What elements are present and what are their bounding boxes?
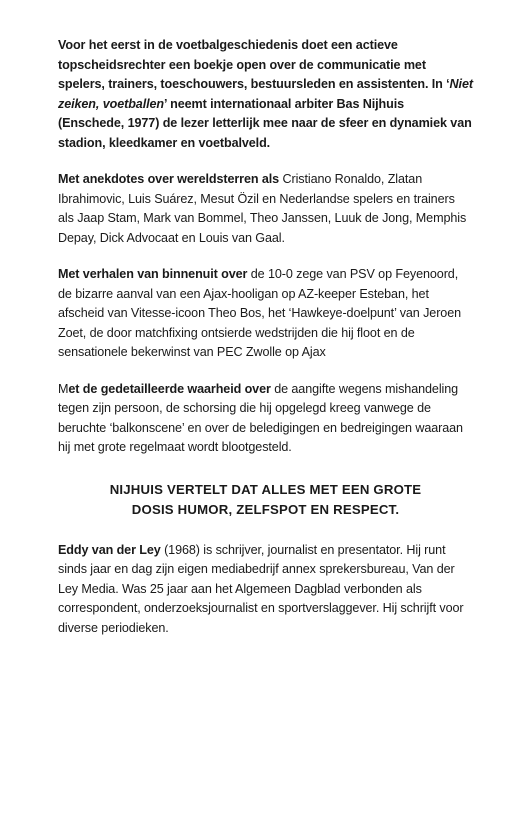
anecdotes-lead: Met anekdotes over wereldsterren als bbox=[58, 172, 280, 186]
truth-text: de aangifte wegens mishandeling tegen zijn persoon, de schorsing die hij opgelegd kreeg vanwege de beruchte ‘balkonscene’ en over de beledigingen en bedreigingen waaraan hij met grote regelmaat wordt blootgesteld. bbox=[58, 381, 463, 454]
book-title: Niet zeiken, voetballen bbox=[58, 77, 473, 111]
author-name: Eddy van der Ley bbox=[58, 542, 161, 557]
intro-text-end: ’ neemt internationaal arbiter Bas Nijhuis (Enschede, 1977) de lezer letterlijk mee naar de sfeer en dynamiek van stadion, kleedkamer en voetbalveld. bbox=[58, 96, 472, 150]
stories-lead: Met verhalen van binnenuit over bbox=[58, 267, 248, 281]
truth-lead: et de gedetailleerde waarheid over bbox=[68, 381, 271, 396]
author-bio-text: (1968) is schrijver, journalist en presentator. Hij runt sinds jaar en dag zijn eigen mediabedrijf annex sprekersbureau, Van der Ley Media. Was 25 jaar aan het Algemeen Dagblad verbonden als correspondent, onderzoeksjournalist en sportverslaggever. Hij schrijft voor diverse periodieken. bbox=[58, 542, 464, 635]
author-bio bbox=[58, 541, 473, 639]
slogan bbox=[58, 480, 473, 521]
anecdotes-text: Cristiano Ronaldo, Zlatan Ibrahimovic, Luis Suárez, Mesut Özil en Nederlandse spelers en trainers als Jaap Stam, Mark van Bommel, Theo Janssen, Luuk de Jong, Memphis Depay, Dick Advocaat en Louis van Gaal. bbox=[58, 172, 467, 245]
stories-paragraph bbox=[58, 265, 473, 363]
intro-text-start: Voor het eerst in de voetbalgeschiedenis doet een actieve topscheidsrechter een boekje open over de communicatie met spelers, trainers, toeschouwers, bestuursleden en assistenten. In ‘ bbox=[58, 38, 450, 91]
intro-paragraph bbox=[58, 36, 473, 153]
slogan-line-2: DOSIS HUMOR, ZELFSPOT EN RESPECT. bbox=[131, 502, 400, 517]
anecdotes-paragraph bbox=[58, 170, 473, 248]
slogan-line-1: NIJHUIS VERTELT DAT ALLES MET EEN GROTE bbox=[109, 481, 422, 497]
truth-paragraph bbox=[58, 380, 473, 458]
truth-prefix: M bbox=[58, 381, 69, 396]
stories-text: de 10-0 zege van PSV op Feyenoord, de bizarre aanval van een Ajax-hooligan op AZ-keeper Esteban, het afscheid van Vitesse-icoon Theo Bos, het ‘Hawkeye-doelpunt’ van Jeroen Zoet, de door matchfixing ontsierde wedstrijden die hij floot en de sensationele bekerwinst van PEC Zwolle op Ajax bbox=[58, 267, 462, 359]
